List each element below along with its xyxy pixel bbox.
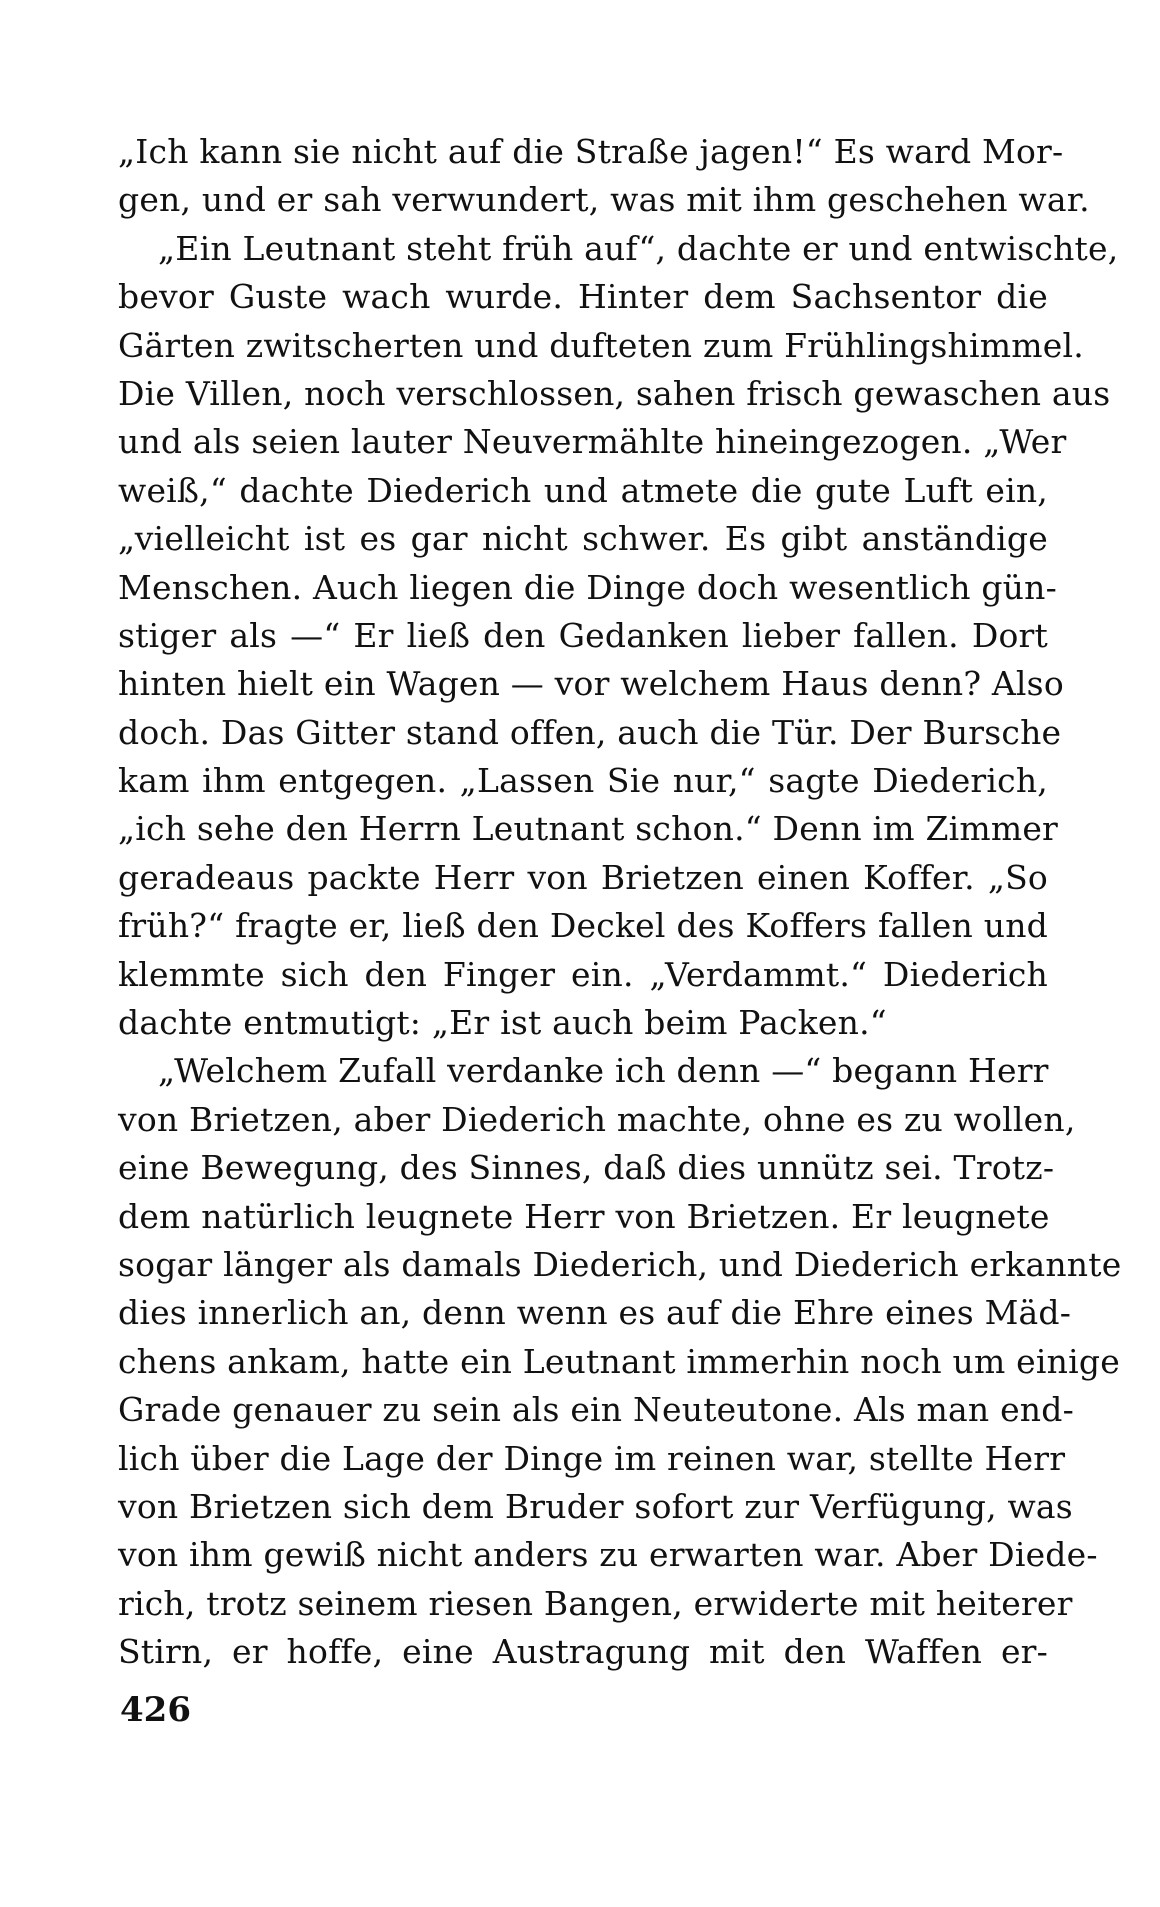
- text-line: kam ihm entgegen. „Lassen Sie nur,“ sagte Diederich,: [118, 761, 1048, 801]
- text-line: hinten hielt ein Wagen — vor welchem Haus denn? Also: [118, 664, 1064, 704]
- text-line: bevor Guste wach wurde. Hinter dem Sachsentor die: [118, 277, 1048, 317]
- text-line: doch. Das Gitter stand offen, auch die Tür. Der Bursche: [118, 712, 1062, 752]
- text-line: klemmte sich den Finger ein. „Verdammt.“ Diederich: [118, 954, 1048, 994]
- text-line: „Ich kann sie nicht auf die Straße jagen!“ Es ward Mor-: [118, 132, 1064, 171]
- text-line: chens ankam, hatte ein Leutnant immerhin noch um einige: [118, 1341, 1120, 1381]
- text-line: von ihm gewiß nicht anders zu erwarten war. Aber Diede-: [118, 1535, 1098, 1575]
- text-line: von Brietzen, aber Diederich machte, ohne es zu wollen,: [118, 1099, 1076, 1139]
- text-line: Grade genauer zu sein als ein Neuteutone. Als man end-: [118, 1390, 1074, 1430]
- text-line: weiß,“ dachte Diederich und atmete die gute Luft ein,: [118, 470, 1048, 510]
- text-line: früh?“ fragte er, ließ den Deckel des Koffers fallen und: [118, 906, 1048, 946]
- text-line: „ich sehe den Herrn Leutnant schon.“ Denn im Zimmer: [118, 809, 1059, 849]
- text-line: von Brietzen sich dem Bruder sofort zur Verfügung, was: [118, 1486, 1073, 1526]
- text-line: dies innerlich an, denn wenn es auf die Ehre eines Mäd-: [118, 1293, 1072, 1333]
- text-line: Stirn, er hoffe, eine Austragung mit den Waffen er-: [118, 1632, 1048, 1672]
- text-line: Menschen. Auch liegen die Dinge doch wesentlich gün-: [118, 567, 1057, 607]
- page-number: 426: [120, 1690, 191, 1730]
- text-line: Die Villen, noch verschlossen, sahen frisch gewaschen aus: [118, 373, 1111, 413]
- text-line: stiger als —“ Er ließ den Gedanken lieber fallen. Dort: [118, 615, 1048, 655]
- text-line: „Welchem Zufall verdanke ich denn —“ begann Herr: [158, 1051, 1049, 1091]
- text-line: „vielleicht ist es gar nicht schwer. Es gibt anständige: [118, 519, 1048, 559]
- text-line: dachte entmutigt: „Er ist auch beim Packen.“: [118, 1003, 887, 1043]
- text-line: sogar länger als damals Diederich, und Diederich erkannte: [118, 1244, 1122, 1284]
- text-line: lich über die Lage der Dinge im reinen war, stellte Herr: [118, 1438, 1066, 1478]
- text-line: „Ein Leutnant steht früh auf“, dachte er und entwischte,: [158, 228, 1119, 268]
- text-line: gen, und er sah verwundert, was mit ihm geschehen war.: [118, 180, 1090, 220]
- text-line: Gärten zwitscherten und dufteten zum Frühlingshimmel.: [118, 325, 1084, 365]
- text-line: rich, trotz seinem riesen Bangen, erwiderte mit heiterer: [118, 1583, 1073, 1623]
- text-line: geradeaus packte Herr von Brietzen einen Koffer. „So: [118, 857, 1048, 897]
- text-line: eine Bewegung, des Sinnes, daß dies unnütz sei. Trotz-: [118, 1148, 1055, 1188]
- text-line: und als seien lauter Neuvermählte hineingezogen. „Wer: [118, 422, 1067, 462]
- text-line: dem natürlich leugnete Herr von Brietzen. Er leugnete: [118, 1196, 1050, 1236]
- body-text: [118, 128, 1122, 1677]
